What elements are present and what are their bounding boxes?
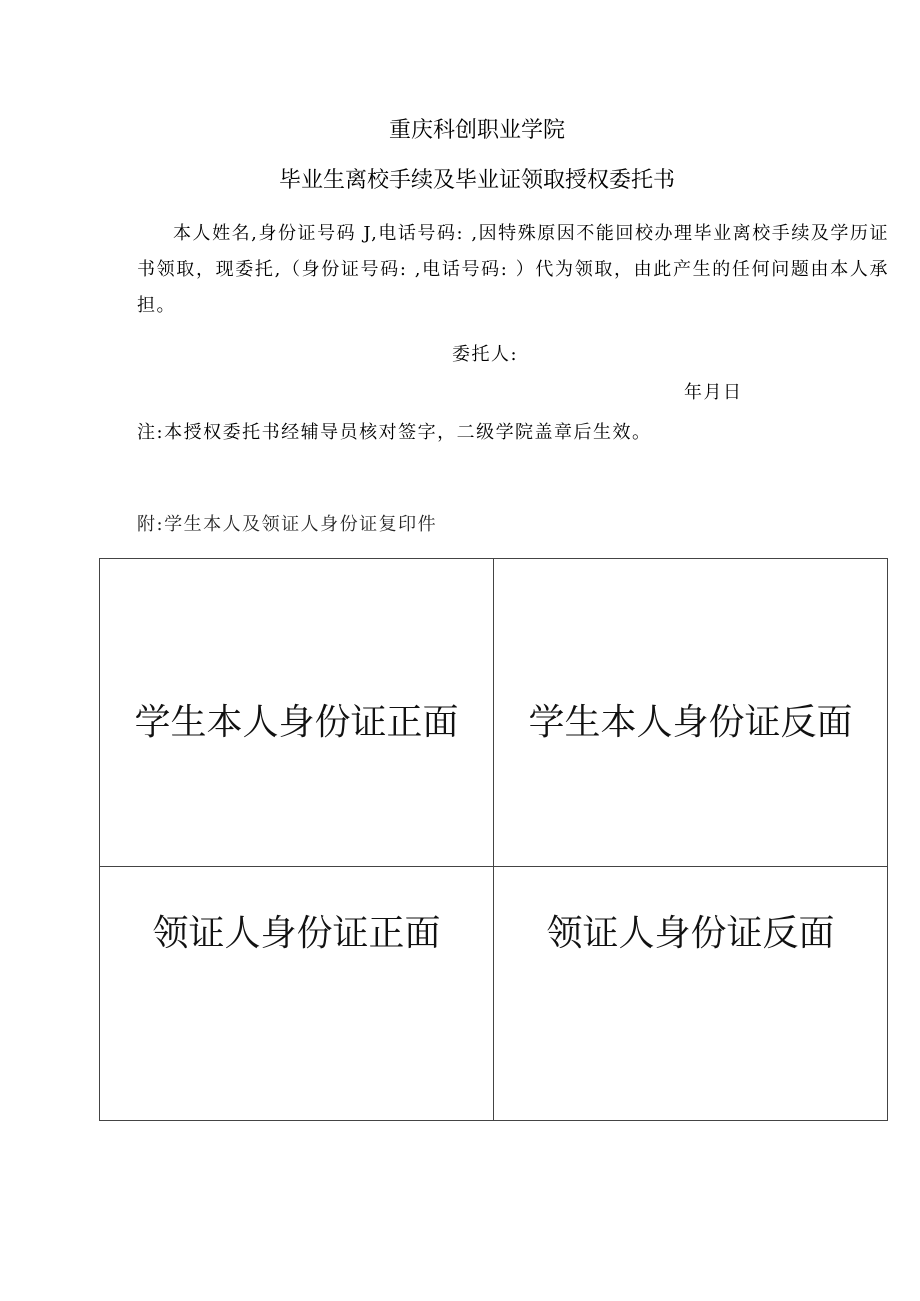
attachment-label: 附:学生本人及领证人身份证复印件 [137, 514, 438, 535]
student-id-front-cell: 学生本人身份证正面 [100, 559, 494, 867]
id-row-student [100, 559, 888, 867]
collector-id-back-cell: 领证人身份证反面 [494, 867, 888, 1121]
authorization-paragraph: 本人姓名,身份证号码 J,电话号码: ,因特殊原因不能回校办理毕业离校手续及学历证书领取，现委托,（身份证号码: ,电话号码: ）代为领取，由此产生的任何问题由本人承担。 [137, 223, 889, 316]
validity-note: 注:本授权委托书经辅导员核对签字，二级学院盖章后生效。 [137, 422, 652, 443]
collector-id-front-cell: 领证人身份证正面 [100, 867, 494, 1121]
document-title: 毕业生离校手续及毕业证领取授权委托书 [278, 168, 675, 193]
signer-label: 委托人: [452, 344, 519, 365]
id-copy-table [99, 558, 888, 1121]
school-name: 重庆科创职业学院 [388, 118, 565, 143]
student-id-back-cell: 学生本人身份证反面 [494, 559, 888, 867]
id-row-collector [100, 867, 888, 1121]
date-label: 年月日 [684, 382, 743, 403]
